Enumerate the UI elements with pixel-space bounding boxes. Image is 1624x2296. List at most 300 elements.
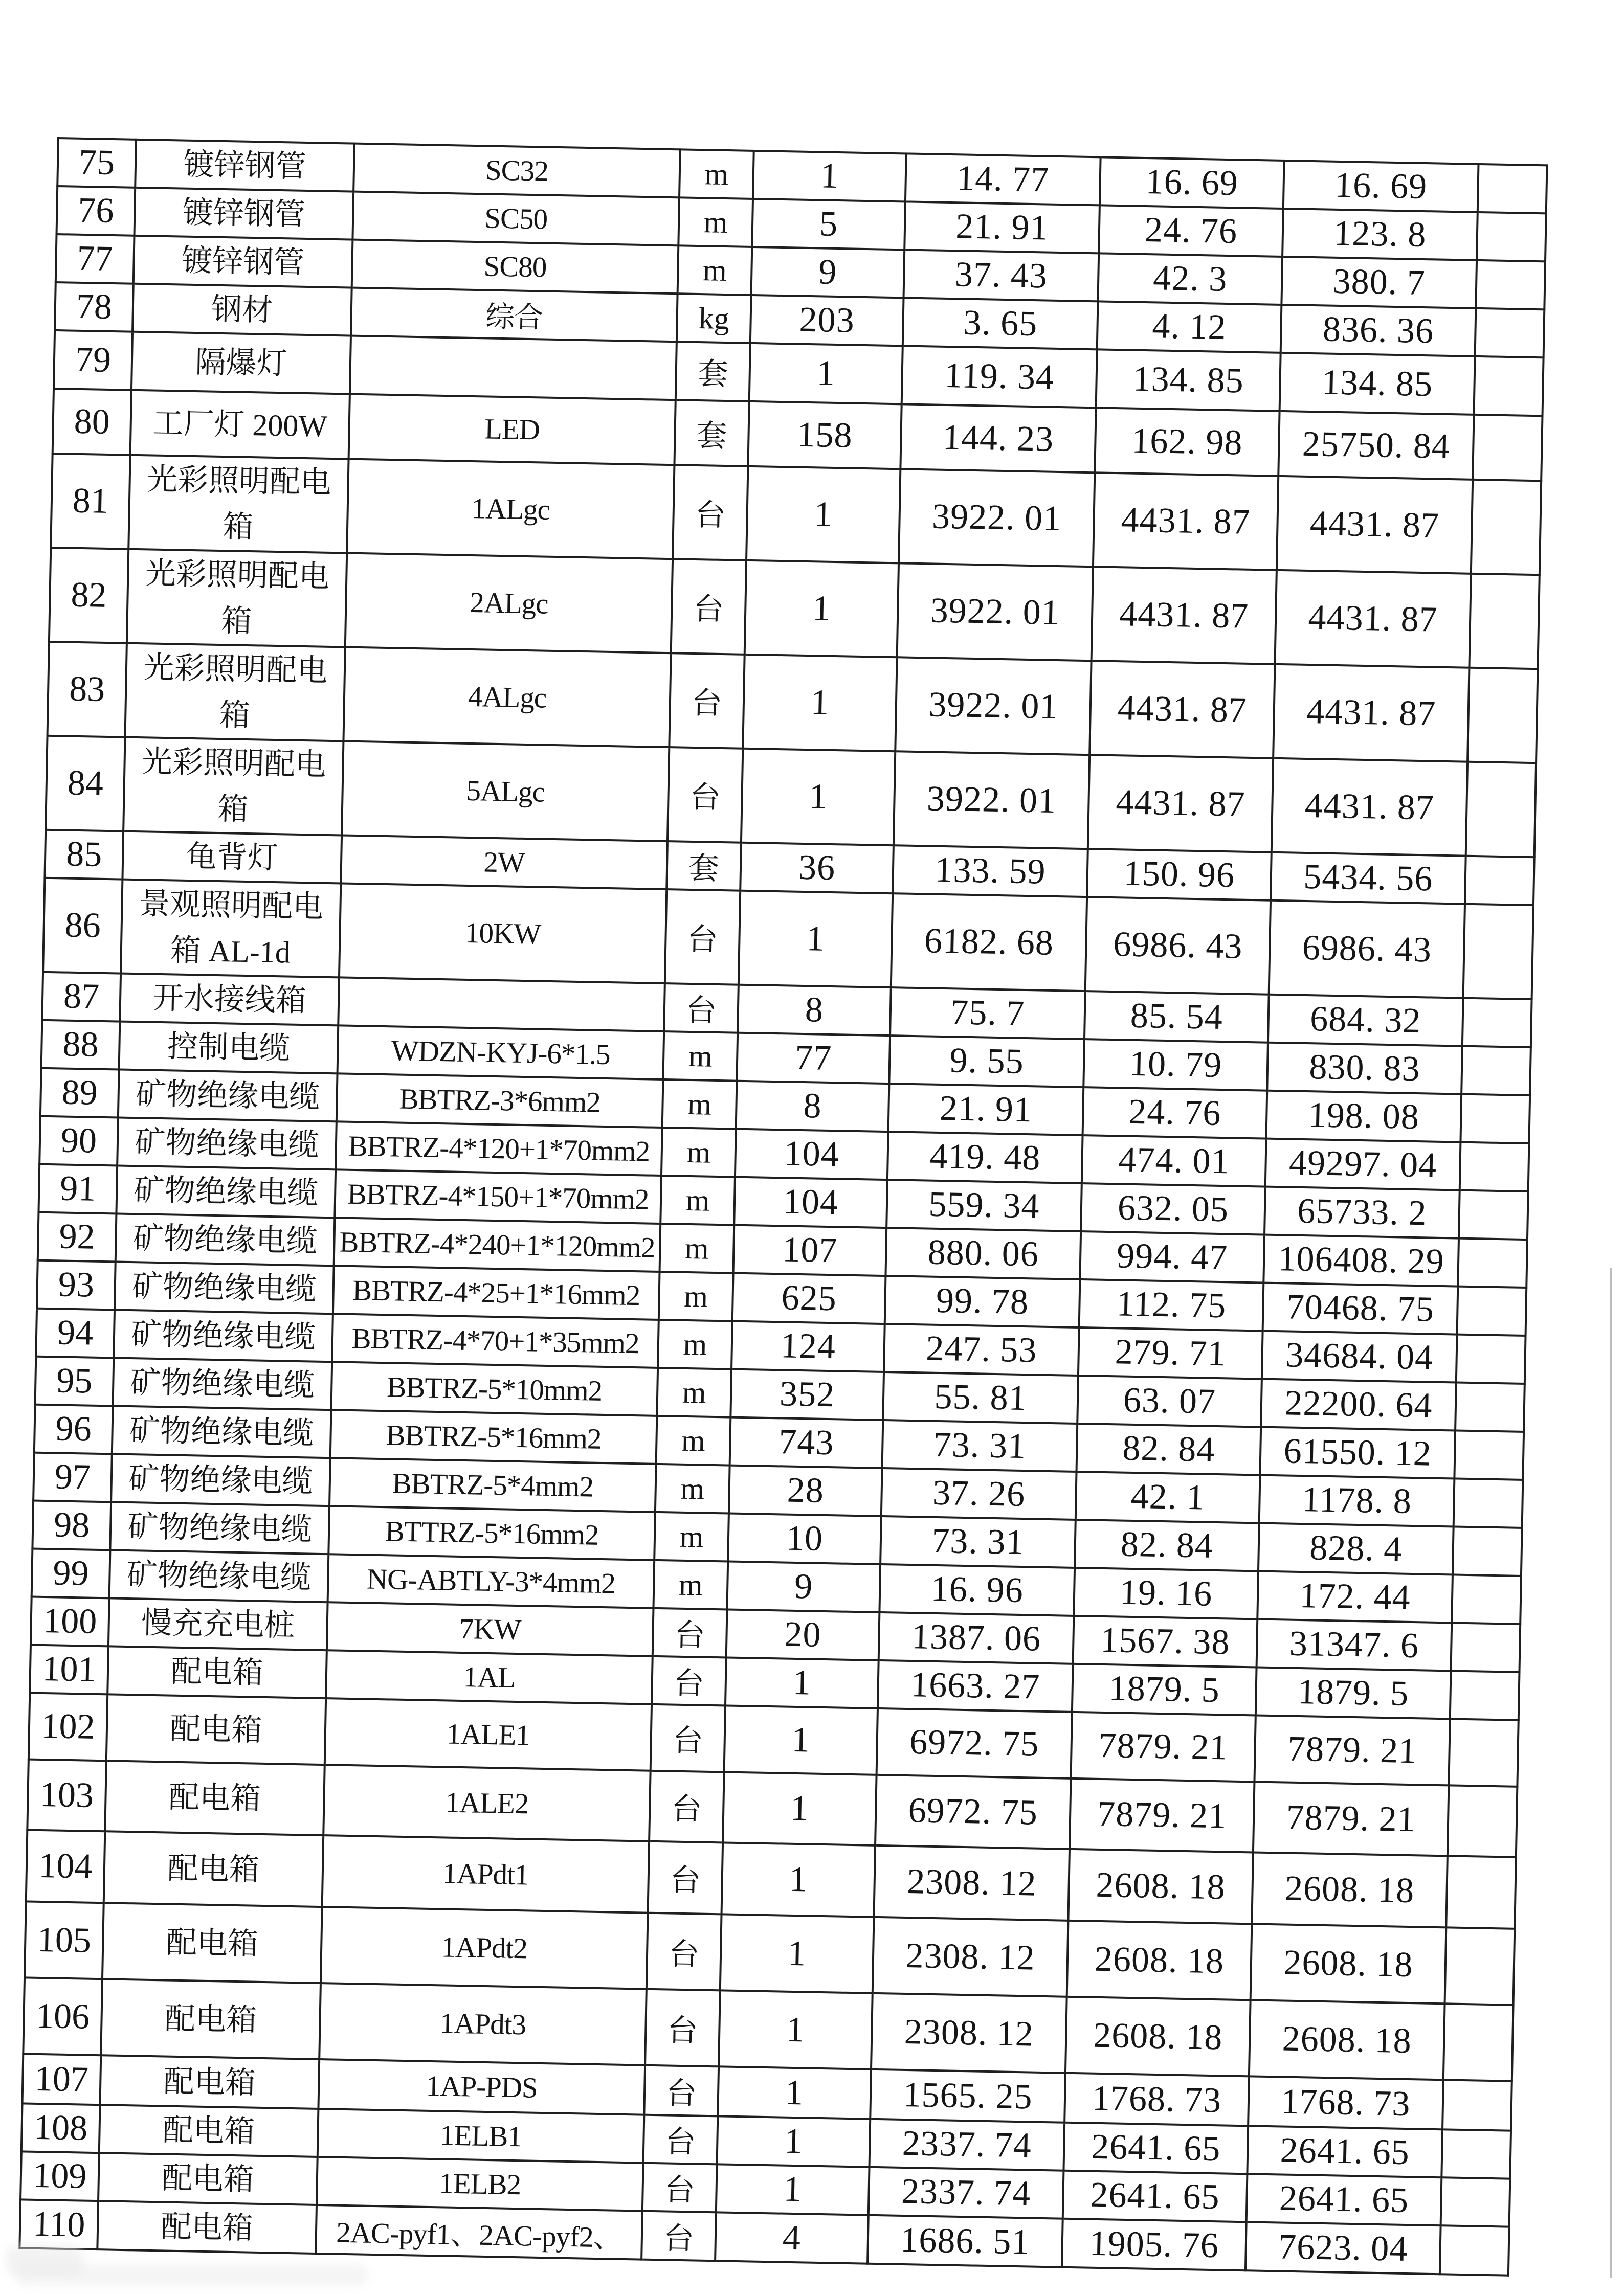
cell-unit-price: 1387. 06: [879, 1612, 1074, 1664]
cell-total-amount: 1768. 73: [1248, 2076, 1443, 2129]
cell-quantity: 8: [736, 1081, 889, 1132]
cell-item-name: 慢充充电桩: [108, 1598, 328, 1650]
cell-blank: [1445, 1927, 1515, 2005]
cell-blank: [1458, 1239, 1527, 1288]
cell-row-number: 78: [55, 282, 134, 332]
cell-row-number: 101: [30, 1645, 108, 1695]
cell-item-name: 配电箱: [101, 1979, 321, 2059]
cell-price-taxed: 24. 76: [1099, 205, 1283, 257]
cell-blank: [1455, 1383, 1525, 1432]
cell-unit: m: [658, 1320, 732, 1369]
cell-unit: m: [662, 1079, 737, 1129]
cell-price-taxed: 4. 12: [1097, 301, 1282, 353]
cell-unit: 台: [673, 465, 748, 560]
cell-row-number: 90: [39, 1116, 118, 1166]
cell-item-name: 龟背灯: [122, 831, 342, 884]
cell-blank: [1452, 1574, 1521, 1624]
cell-blank: [1442, 2080, 1512, 2130]
cell-blank: [1456, 1335, 1526, 1384]
cell-price-taxed: 1879. 5: [1072, 1664, 1257, 1716]
cell-row-number: 79: [54, 330, 132, 390]
cell-spec: BBTRZ-4*70+1*35mm2: [332, 1314, 659, 1368]
cell-unit: 套: [674, 400, 749, 466]
cell-row-number: 110: [19, 2199, 98, 2249]
cell-spec: 1ALgc: [347, 459, 674, 559]
cell-total-amount: 2641. 65: [1247, 2174, 1442, 2225]
cell-unit-price: 2308. 12: [871, 1993, 1067, 2073]
cell-unit: 台: [665, 889, 740, 985]
cell-unit-price: 73. 31: [882, 1420, 1078, 1472]
cell-unit-price: 55. 81: [883, 1372, 1078, 1424]
cell-row-number: 108: [21, 2103, 100, 2153]
cell-row-number: 100: [31, 1597, 109, 1647]
cell-blank: [1448, 1785, 1518, 1857]
cell-spec: 10KW: [339, 883, 666, 983]
cell-total-amount: 684. 32: [1268, 995, 1463, 1046]
cell-price-taxed: 6986. 43: [1085, 897, 1271, 995]
cell-unit-price: 73. 31: [880, 1516, 1076, 1568]
cell-unit: m: [654, 1512, 729, 1562]
cell-price-taxed: 4431. 87: [1093, 472, 1278, 570]
cell-quantity: 1: [743, 655, 897, 751]
cell-unit-price: 2308. 12: [873, 1917, 1069, 1997]
cell-price-taxed: 4431. 87: [1088, 755, 1273, 852]
cell-item-name: 镀锌钢管: [134, 236, 353, 288]
cell-item-name: 矿物绝缘电缆: [110, 1502, 329, 1554]
cell-price-taxed: 112. 75: [1079, 1279, 1264, 1331]
cell-spec: 5ALgc: [342, 741, 669, 841]
cell-total-amount: 49297. 04: [1265, 1139, 1461, 1190]
cell-total-amount: 34684. 04: [1262, 1331, 1457, 1383]
scanner-edge-line: [1610, 1268, 1612, 2278]
cell-row-number: 80: [53, 389, 131, 455]
cell-item-name: 矿物绝缘电缆: [113, 1358, 332, 1410]
cell-item-name: 景观照明配电 箱 AL-1d: [121, 880, 341, 978]
cell-unit-price: 3922. 01: [895, 657, 1091, 755]
cell-blank: [1466, 762, 1536, 857]
cell-blank: [1457, 1287, 1527, 1336]
cell-blank: [1460, 1142, 1529, 1191]
cell-unit: 套: [666, 841, 741, 891]
cell-row-number: 106: [23, 1977, 102, 2055]
cell-total-amount: 4431. 87: [1277, 476, 1473, 574]
cell-total-amount: 5434. 56: [1271, 852, 1466, 904]
cell-quantity: 1: [753, 151, 906, 201]
cell-unit: 台: [671, 559, 746, 655]
cell-blank: [1475, 308, 1545, 357]
cell-row-number: 86: [43, 878, 122, 974]
cell-spec: 2AC-pyf1、2AC-pyf2、: [316, 2205, 642, 2260]
cell-item-name: 配电箱: [105, 1761, 324, 1835]
cell-spec: 7KW: [327, 1602, 654, 1656]
cell-quantity: 1: [725, 1657, 879, 1708]
cell-blank: [1469, 574, 1539, 669]
cell-row-number: 97: [33, 1453, 112, 1502]
cell-unit-price: 247. 53: [884, 1324, 1079, 1376]
cell-price-taxed: 63. 07: [1077, 1376, 1262, 1427]
cell-total-amount: 2608. 18: [1251, 1924, 1447, 2004]
cell-unit: m: [678, 197, 753, 247]
cell-blank: [1476, 260, 1545, 309]
cell-item-name: 工厂灯 200W: [130, 390, 350, 459]
cell-total-amount: 61550. 12: [1260, 1427, 1455, 1479]
cell-item-name: 配电箱: [99, 2105, 319, 2157]
cell-row-number: 77: [56, 234, 135, 284]
cell-price-taxed: 42. 3: [1098, 253, 1282, 305]
cell-blank: [1474, 356, 1544, 416]
cell-price-taxed: 7879. 21: [1071, 1712, 1256, 1782]
cell-row-number: 88: [41, 1020, 120, 1070]
cell-item-name: 开水接线箱: [120, 974, 339, 1026]
cell-item-name: 配电箱: [98, 2153, 318, 2205]
cell-price-taxed: 4431. 87: [1089, 661, 1275, 758]
cell-total-amount: 380. 7: [1281, 257, 1477, 308]
cell-spec: 综合: [351, 288, 678, 342]
cell-quantity: 20: [726, 1609, 880, 1660]
cell-unit: 台: [648, 1841, 723, 1915]
cell-item-name: 配电箱: [107, 1646, 327, 1698]
cell-quantity: 10: [728, 1514, 881, 1564]
cell-spec: BBTRZ-5*16mm2: [330, 1410, 657, 1464]
cell-unit: 台: [649, 1771, 724, 1843]
cell-quantity: 743: [730, 1417, 883, 1468]
cell-spec: 1ALE1: [325, 1698, 652, 1771]
cell-item-name: 光彩照明配电 箱: [128, 455, 348, 553]
cell-total-amount: 836. 36: [1281, 305, 1476, 356]
cell-unit-price: 14. 77: [905, 153, 1101, 205]
cell-total-amount: 22200. 64: [1261, 1379, 1456, 1431]
cell-unit: 台: [641, 2211, 716, 2261]
cell-spec: SC80: [352, 240, 679, 294]
cell-spec: 2ALgc: [345, 553, 673, 654]
cell-row-number: 95: [35, 1357, 114, 1406]
cell-spec: WDZN-KYJ-6*1.5: [338, 1025, 664, 1079]
cell-unit-price: 6182. 68: [891, 893, 1087, 991]
cell-total-amount: 7879. 21: [1253, 1782, 1449, 1856]
cell-spec: BBTRZ-5*4mm2: [329, 1458, 656, 1512]
cell-price-taxed: 7879. 21: [1070, 1779, 1254, 1853]
cell-item-name: 光彩照明配电 箱: [125, 643, 345, 741]
cell-item-name: 配电箱: [104, 1831, 323, 1907]
cell-price-taxed: 19. 16: [1074, 1568, 1258, 1619]
cell-quantity: 1: [749, 343, 903, 404]
cell-quantity: 1: [720, 1914, 874, 1993]
cell-item-name: 矿物绝缘电缆: [116, 1213, 335, 1266]
cell-spec: SC32: [353, 144, 680, 198]
cell-total-amount: 6986. 43: [1269, 901, 1465, 998]
cell-blank: [1478, 164, 1547, 213]
cell-item-name: 矿物绝缘电缆: [112, 1406, 331, 1458]
cell-row-number: 81: [51, 454, 130, 549]
cell-unit: m: [660, 1176, 735, 1225]
cell-item-name: 矿物绝缘电缆: [115, 1262, 334, 1314]
cell-row-number: 75: [57, 138, 136, 188]
cell-unit-price: 75. 7: [890, 987, 1085, 1039]
cell-unit-price: 3922. 01: [894, 751, 1089, 849]
cell-quantity: 1: [718, 2066, 871, 2119]
cell-total-amount: 2608. 18: [1252, 1852, 1448, 1927]
cell-item-name: 镀锌钢管: [134, 188, 353, 240]
cell-unit-price: 9. 55: [889, 1036, 1084, 1087]
cell-price-taxed: 85. 54: [1084, 991, 1269, 1043]
cell-row-number: 76: [57, 186, 136, 236]
cell-price-taxed: 4431. 87: [1092, 567, 1277, 664]
cell-spec: 1APdt3: [319, 1983, 647, 2065]
cell-row-number: 92: [38, 1212, 117, 1262]
cell-total-amount: 4431. 87: [1273, 664, 1469, 762]
cell-price-taxed: 279. 71: [1078, 1327, 1263, 1379]
cell-spec: BBTRZ-4*240+1*120mm2: [334, 1218, 661, 1272]
cell-total-amount: 828. 4: [1258, 1523, 1454, 1575]
cell-unit-price: 37. 26: [881, 1468, 1077, 1520]
cell-unit-price: 559. 34: [886, 1180, 1082, 1231]
cell-price-taxed: 2641. 65: [1063, 2171, 1248, 2222]
cell-quantity: 1: [741, 749, 895, 845]
cell-unit: m: [655, 1464, 730, 1514]
cell-unit: 台: [653, 1608, 727, 1658]
cell-row-number: 105: [25, 1901, 104, 1979]
cell-price-taxed: 2641. 65: [1063, 2123, 1248, 2174]
boq-table: [18, 137, 1548, 2277]
cell-blank: [1463, 904, 1533, 999]
cell-quantity: 203: [750, 295, 904, 346]
cell-item-name: 配电箱: [106, 1694, 326, 1765]
cell-item-name: 控制电缆: [119, 1022, 339, 1074]
cell-price-taxed: 16. 69: [1100, 157, 1284, 209]
cell-quantity: 158: [748, 401, 901, 469]
cell-unit-price: 1686. 51: [867, 2215, 1063, 2267]
cell-unit: 台: [645, 1989, 720, 2067]
cell-total-amount: 25750. 84: [1278, 411, 1474, 480]
cell-price-taxed: 1768. 73: [1064, 2073, 1249, 2126]
cell-unit: 台: [642, 2163, 717, 2213]
cell-spec: 1APdt1: [322, 1835, 649, 1913]
boq-table-body: [19, 138, 1547, 2276]
cell-spec: BBTRZ-4*25+1*16mm2: [333, 1266, 660, 1320]
cell-row-number: 91: [38, 1164, 117, 1214]
cell-item-name: 矿物绝缘电缆: [117, 1118, 337, 1170]
cell-unit: m: [663, 1031, 738, 1081]
cell-price-taxed: 2608. 18: [1067, 1921, 1252, 2000]
cell-blank: [1440, 2225, 1509, 2275]
cell-item-name: 光彩照明配电 箱: [127, 549, 347, 647]
cell-spec: 1ELB1: [318, 2109, 644, 2163]
cell-unit-price: 880. 06: [885, 1228, 1081, 1279]
cell-price-taxed: 134. 85: [1096, 349, 1281, 411]
cell-price-taxed: 2608. 18: [1065, 1997, 1251, 2077]
cell-blank: [1467, 668, 1538, 763]
cell-spec: BTTRZ-5*16mm2: [328, 1506, 655, 1560]
cell-unit: 台: [668, 747, 743, 843]
cell-price-taxed: 82. 84: [1077, 1424, 1261, 1475]
cell-blank: [1477, 212, 1546, 261]
cell-total-amount: 106408. 29: [1263, 1235, 1459, 1287]
cell-blank: [1460, 1094, 1530, 1143]
cell-spec: BBTRZ-5*10mm2: [331, 1362, 658, 1416]
cell-blank: [1461, 1046, 1531, 1095]
cell-blank: [1453, 1526, 1522, 1575]
cell-unit: m: [656, 1416, 731, 1466]
cell-quantity: 9: [727, 1561, 880, 1612]
cell-total-amount: 16. 69: [1283, 161, 1479, 212]
cell-total-amount: 123. 8: [1282, 209, 1478, 260]
cell-price-taxed: 2608. 18: [1068, 1849, 1253, 1924]
cell-row-number: 93: [37, 1260, 116, 1310]
cell-unit-price: 3922. 01: [899, 469, 1095, 567]
cell-price-taxed: 1567. 38: [1073, 1616, 1258, 1668]
cell-item-name: 矿物绝缘电缆: [114, 1310, 333, 1362]
cell-spec: 1ELB2: [317, 2157, 643, 2211]
cell-total-amount: 830. 83: [1267, 1043, 1462, 1094]
cell-quantity: 36: [740, 843, 894, 893]
cell-unit: 台: [652, 1656, 726, 1706]
cell-unit: 台: [647, 1913, 722, 1991]
cell-row-number: 84: [46, 736, 125, 831]
cell-total-amount: 2608. 18: [1249, 2000, 1445, 2080]
cell-quantity: 77: [737, 1033, 890, 1084]
cell-item-name: 配电箱: [97, 2201, 317, 2254]
cell-row-number: 89: [40, 1068, 119, 1118]
cell-unit: m: [660, 1224, 735, 1273]
cell-price-taxed: 994. 47: [1080, 1231, 1264, 1283]
cell-item-name: 配电箱: [100, 2055, 319, 2109]
cell-total-amount: 31347. 6: [1257, 1619, 1452, 1671]
cell-spec: [350, 336, 677, 400]
cell-unit: 台: [669, 653, 744, 749]
cell-item-name: 矿物绝缘电缆: [116, 1165, 336, 1218]
cell-unit: m: [653, 1560, 728, 1610]
cell-blank: [1443, 2004, 1514, 2081]
cell-unit: 台: [664, 983, 739, 1033]
cell-price-taxed: 42. 1: [1076, 1472, 1260, 1523]
cell-unit: m: [678, 245, 752, 295]
cell-blank: [1454, 1478, 1523, 1527]
cell-row-number: 102: [29, 1693, 107, 1761]
cell-spec: NG-ABTLY-3*4mm2: [328, 1554, 655, 1608]
cell-quantity: 1: [723, 1772, 876, 1845]
cell-unit-price: 144. 23: [900, 404, 1096, 472]
cell-blank: [1462, 998, 1532, 1047]
cell-price-taxed: 10. 79: [1083, 1039, 1268, 1091]
cell-total-amount: 4431. 87: [1272, 758, 1467, 856]
cell-spec: BBTRZ-4*150+1*70mm2: [335, 1169, 661, 1224]
cell-spec: SC50: [352, 192, 679, 246]
cell-quantity: 4: [715, 2212, 869, 2263]
cell-unit-price: 16. 96: [879, 1564, 1075, 1616]
cell-total-amount: 1178. 8: [1259, 1475, 1455, 1527]
cell-price-taxed: 1905. 76: [1062, 2219, 1247, 2271]
cell-row-number: 96: [34, 1405, 113, 1454]
cell-blank: [1454, 1431, 1524, 1480]
cell-row-number: 109: [20, 2151, 99, 2201]
cell-quantity: 1: [746, 466, 900, 563]
cell-row-number: 87: [42, 972, 121, 1022]
cell-spec: LED: [349, 394, 676, 465]
cell-blank: [1450, 1671, 1520, 1720]
cell-total-amount: 2641. 65: [1247, 2126, 1442, 2177]
cell-unit-price: 21. 91: [888, 1084, 1084, 1135]
cell-item-name: 光彩照明配电 箱: [123, 737, 343, 836]
cell-quantity: 1: [716, 2164, 870, 2215]
cell-price-taxed: 162. 98: [1095, 408, 1279, 476]
cell-item-name: 配电箱: [102, 1903, 322, 1983]
cell-quantity: 104: [734, 1177, 887, 1228]
cell-quantity: 28: [729, 1466, 882, 1516]
boq-table-container: [18, 137, 1548, 2277]
cell-unit: m: [659, 1272, 733, 1321]
cell-blank: [1471, 480, 1541, 575]
cell-blank: [1441, 2129, 1511, 2178]
cell-blank: [1441, 2177, 1510, 2226]
cell-row-number: 104: [26, 1830, 105, 1903]
cell-total-amount: 7879. 21: [1254, 1715, 1450, 1785]
cell-quantity: 352: [730, 1369, 884, 1420]
cell-unit-price: 119. 34: [902, 346, 1097, 408]
cell-total-amount: 70468. 75: [1263, 1283, 1458, 1335]
cell-row-number: 98: [32, 1501, 111, 1550]
cell-total-amount: 4431. 87: [1275, 570, 1471, 668]
cell-unit-price: 419. 48: [887, 1132, 1083, 1183]
cell-price-taxed: 474. 01: [1082, 1135, 1266, 1187]
cell-quantity: 1: [717, 2116, 871, 2167]
cell-unit: kg: [677, 294, 751, 343]
cell-total-amount: 134. 85: [1280, 353, 1475, 415]
cell-unit-price: 99. 78: [885, 1276, 1080, 1327]
cell-item-name: 矿物绝缘电缆: [109, 1550, 329, 1602]
cell-blank: [1465, 856, 1534, 905]
cell-quantity: 1: [719, 1990, 873, 2069]
cell-quantity: 9: [751, 247, 905, 298]
scan-smudge: [15, 2264, 368, 2286]
cell-item-name: 矿物绝缘电缆: [111, 1454, 330, 1506]
cell-row-number: 83: [48, 642, 127, 737]
cell-price-taxed: 632. 05: [1081, 1183, 1265, 1235]
cell-spec: 1ALE2: [323, 1765, 650, 1841]
cell-spec: 1AP-PDS: [318, 2059, 645, 2115]
cell-total-amount: 198. 08: [1266, 1091, 1462, 1142]
cell-unit-price: 2337. 74: [870, 2119, 1065, 2171]
cell-spec: 2W: [341, 835, 668, 889]
cell-spec: 1APdt2: [321, 1907, 648, 1989]
cell-quantity: 625: [732, 1273, 886, 1324]
cell-unit-price: 1565. 25: [870, 2069, 1065, 2123]
cell-unit-price: 21. 91: [904, 201, 1100, 253]
cell-blank: [1449, 1719, 1518, 1786]
cell-quantity: 1: [724, 1705, 878, 1774]
cell-total-amount: 172. 44: [1257, 1571, 1453, 1623]
cell-spec: [338, 977, 665, 1031]
cell-blank: [1446, 1856, 1516, 1928]
cell-quantity: 1: [745, 560, 899, 657]
cell-quantity: 104: [735, 1129, 888, 1180]
cell-unit-price: 6972. 75: [875, 1775, 1071, 1849]
cell-price-taxed: 150. 96: [1087, 849, 1272, 901]
cell-unit: m: [661, 1128, 736, 1177]
cell-blank: [1473, 415, 1542, 481]
cell-unit-price: 1663. 27: [878, 1660, 1073, 1712]
cell-blank: [1459, 1190, 1528, 1240]
cell-quantity: 8: [738, 985, 891, 1036]
cell-unit: 台: [643, 2115, 718, 2165]
cell-quantity: 1: [739, 891, 893, 987]
cell-unit-price: 2308. 12: [874, 1845, 1070, 1921]
cell-unit: 套: [676, 342, 750, 401]
cell-total-amount: 1879. 5: [1256, 1667, 1451, 1719]
cell-row-number: 82: [49, 548, 128, 643]
cell-spec: 1AL: [326, 1650, 653, 1704]
cell-price-taxed: 24. 76: [1083, 1087, 1267, 1139]
cell-spec: 4ALgc: [343, 647, 671, 747]
